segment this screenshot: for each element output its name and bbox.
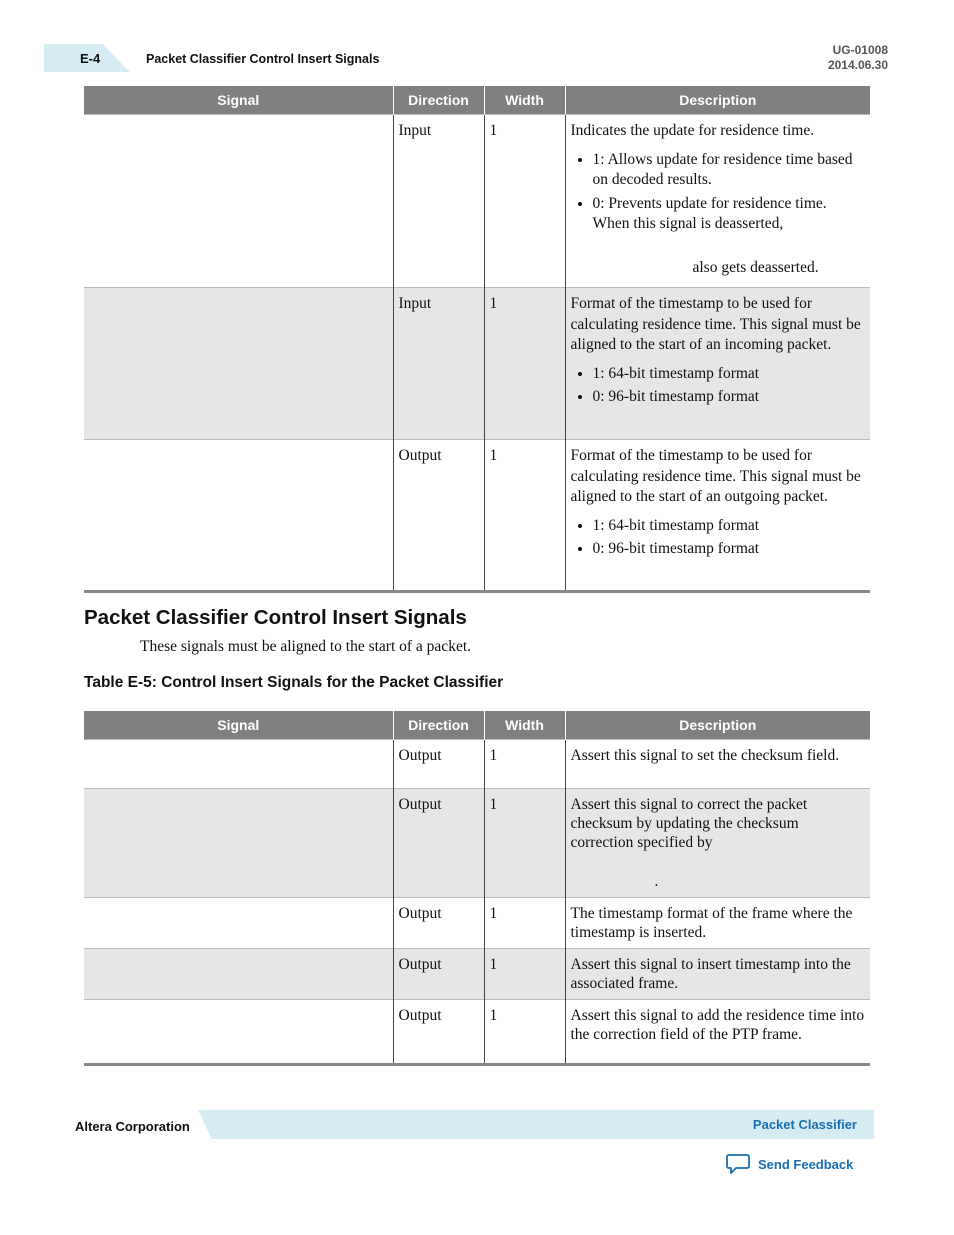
description-text: Format of the timestamp to be used for calculating residence time. This signal must be aligned to the start of an outgoing packet. [570, 447, 861, 505]
table-header-row [84, 711, 870, 740]
description-text: Assert this signal to correct the packet checksum by updating the checksum correction specified by [570, 796, 808, 851]
signals-table-continued [84, 86, 870, 593]
bullet-item: • 0: 96-bit timestamp format [593, 387, 866, 408]
direction-cell: Input [393, 288, 484, 440]
description-cell: Assert this signal to insert timestamp into the associated frame. [565, 949, 870, 1000]
description-text: Format of the timestamp to be used for calculating residence time. This signal must be aligned to the start of an incoming packet. [570, 295, 861, 353]
section-heading: Packet Classifier Control Insert Signals [84, 606, 467, 629]
signal-cell [84, 898, 393, 949]
bullet-list [571, 364, 866, 408]
direction-cell: Output [393, 949, 484, 1000]
table-header-row [84, 86, 870, 115]
signal-cell [84, 440, 393, 592]
bullet-item: • 0: 96-bit timestamp format [593, 539, 866, 560]
table-row [84, 1000, 870, 1065]
width-cell: 1 [484, 440, 565, 592]
direction-cell: Output [393, 1000, 484, 1065]
direction-cell: Output [393, 789, 484, 898]
bullet-item: • 1: 64-bit timestamp format [593, 364, 866, 385]
width-cell: 1 [484, 949, 565, 1000]
doc-id: UG-01008 [832, 43, 888, 57]
width-cell: 1 [484, 898, 565, 949]
column-header-direction: Direction [393, 711, 484, 740]
column-header-description: Description [565, 711, 870, 740]
table-row [84, 288, 870, 440]
description-cell [565, 288, 870, 440]
bullet-item: • 1: Allows update for residence time based on decoded results. [593, 150, 866, 191]
table-row [84, 740, 870, 789]
column-header-description: Description [565, 86, 870, 115]
width-cell: 1 [484, 789, 565, 898]
table-row [84, 440, 870, 592]
send-feedback-link[interactable] [726, 1153, 853, 1175]
description-cell: Assert this signal to set the checksum field. [565, 740, 870, 789]
feedback-speech-bubble-icon [726, 1153, 750, 1175]
table-row [84, 115, 870, 288]
footer-section-link[interactable]: Packet Classifier [752, 1117, 857, 1132]
width-cell: 1 [484, 115, 565, 288]
signal-cell [84, 740, 393, 789]
description-cell: The timestamp format of the frame where the timestamp is inserted. [565, 898, 870, 949]
width-cell: 1 [484, 1000, 565, 1065]
column-header-width: Width [484, 86, 565, 115]
signal-cell [84, 1000, 393, 1065]
bullet-item: • 0: Prevents update for residence time. When this signal is deasserted, [593, 194, 866, 235]
direction-cell: Input [393, 115, 484, 288]
direction-cell: Output [393, 898, 484, 949]
signal-cell [84, 288, 393, 440]
doc-date: 2014.06.30 [827, 58, 888, 72]
description-cell [565, 115, 870, 288]
table-caption: Table E-5: Control Insert Signals for the Packet Classifier [84, 674, 504, 691]
column-header-direction: Direction [393, 86, 484, 115]
description-cell [565, 440, 870, 592]
description-cell: Assert this signal to add the residence time into the correction field of the PTP frame. [565, 1000, 870, 1065]
column-header-signal: Signal [84, 86, 393, 115]
bullet-list [571, 150, 866, 235]
footer-company: Altera Corporation [75, 1119, 190, 1134]
signal-cell [84, 789, 393, 898]
table-row [84, 949, 870, 1000]
width-cell: 1 [484, 288, 565, 440]
signal-cell [84, 949, 393, 1000]
description-text: Indicates the update for residence time. [570, 122, 815, 139]
table-row [84, 898, 870, 949]
table-row [84, 789, 870, 898]
bullet-item: • 1: 64-bit timestamp format [593, 516, 866, 537]
column-header-width: Width [484, 711, 565, 740]
direction-cell: Output [393, 740, 484, 789]
page-number: E-4 [80, 51, 101, 66]
control-insert-signals-table [84, 711, 870, 1066]
section-body-text: These signals must be aligned to the start of a packet. [140, 638, 472, 655]
bullet-list [571, 516, 866, 560]
running-title: Packet Classifier Control Insert Signals [146, 52, 380, 66]
direction-cell: Output [393, 440, 484, 592]
description-tail: also gets deasserted. [692, 258, 819, 276]
width-cell: 1 [484, 740, 565, 789]
column-header-signal: Signal [84, 711, 393, 740]
description-tail: . [654, 873, 659, 890]
send-feedback-label: Send Feedback [758, 1156, 854, 1172]
description-cell [565, 789, 870, 898]
signal-cell [84, 115, 393, 288]
doc-id-block [828, 43, 888, 73]
